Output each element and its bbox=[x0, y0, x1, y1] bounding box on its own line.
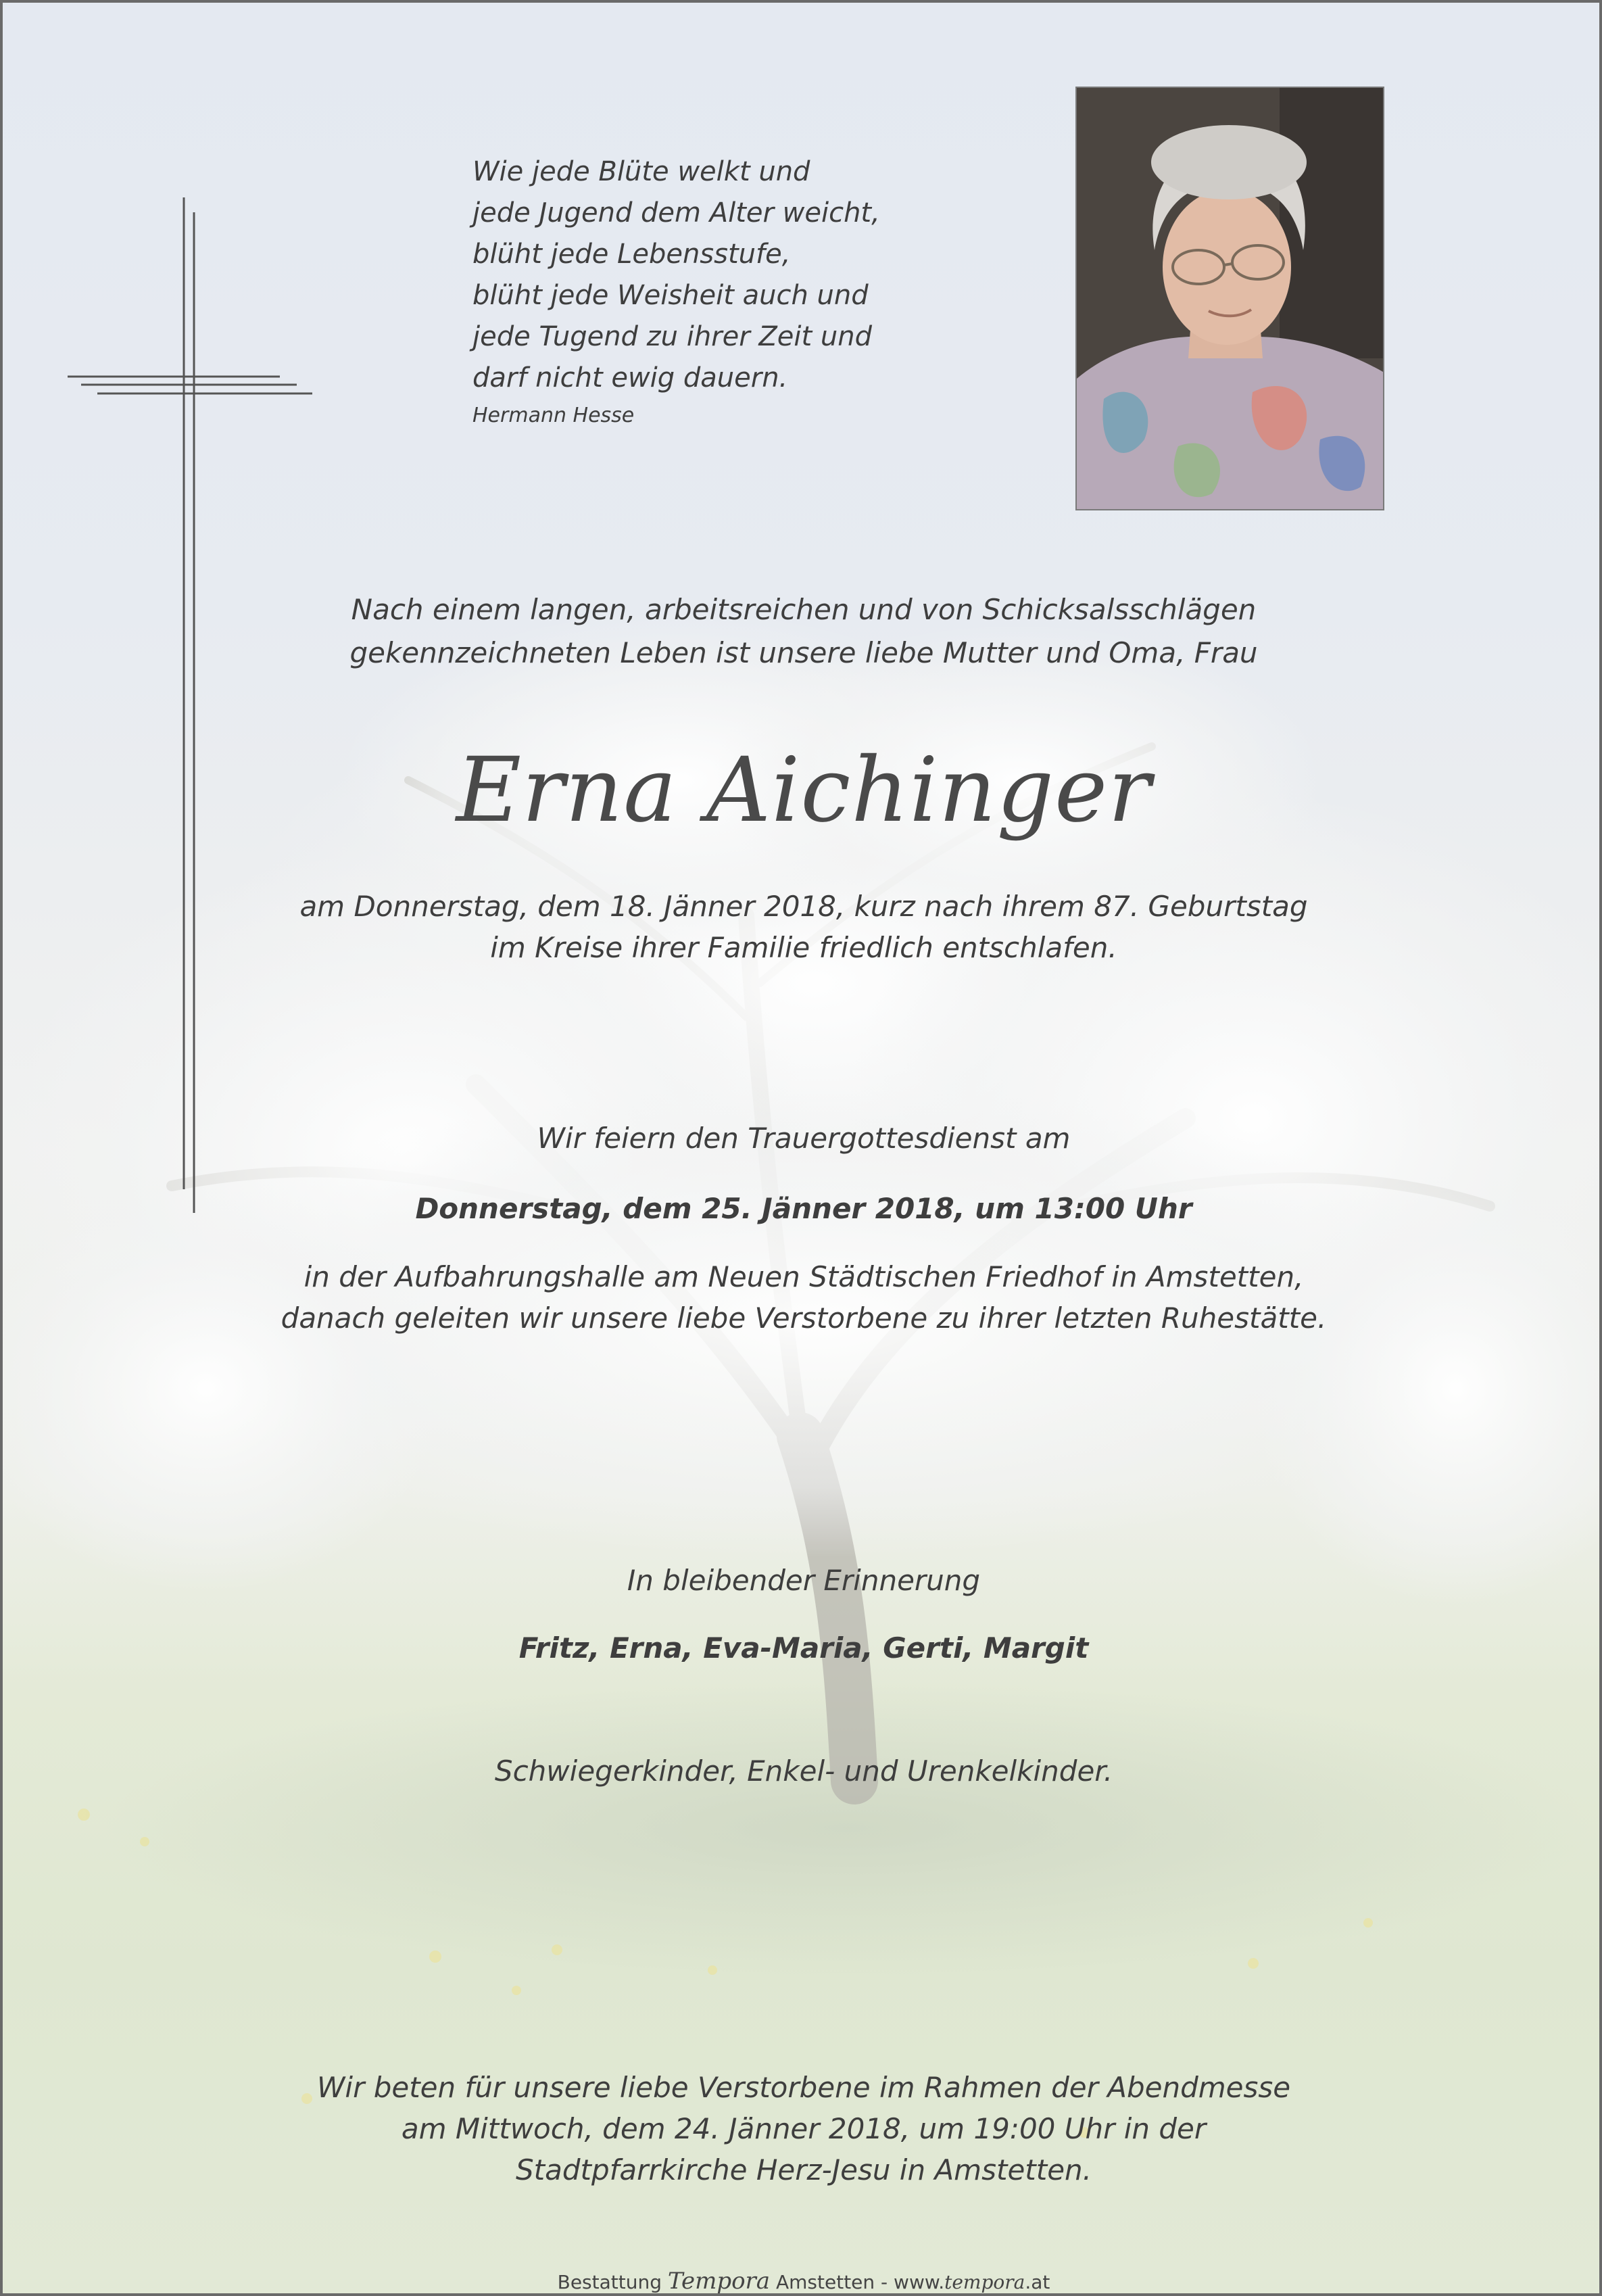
poem-line: blüht jede Lebensstufe, bbox=[472, 239, 791, 270]
evening-mass-line: Stadtpfarrkirche Herz-Jesu in Amstetten. bbox=[515, 2153, 1092, 2186]
service-intro: Wir feiern den Trauergottesdienst am bbox=[537, 1122, 1071, 1155]
evening-mass-line: am Mittwoch, dem 24. Jänner 2018, um 19:00 Uhr in der bbox=[401, 2112, 1207, 2145]
deceased-name: Erna Aichinger bbox=[456, 738, 1152, 842]
poem bbox=[472, 151, 932, 430]
death-notice-line: im Kreise ihrer Familie friedlich entschlafen. bbox=[490, 931, 1117, 964]
poem-line: darf nicht ewig dauern. bbox=[472, 362, 788, 393]
footer-site-brand[interactable]: tempora bbox=[944, 2271, 1025, 2293]
service-date-time: Donnerstag, dem 25. Jänner 2018, um 13:00 Uhr bbox=[415, 1192, 1192, 1225]
footer-prefix: Bestattung bbox=[557, 2271, 662, 2293]
intro-line: Nach einem langen, arbeitsreichen und von Schicksalsschlägen bbox=[351, 593, 1257, 626]
relatives-line: Schwiegerkinder, Enkel- und Urenkelkinder. bbox=[494, 1754, 1113, 1788]
remembrance-intro: In bleibender Erinnerung bbox=[627, 1564, 981, 1597]
poem-line: jede Tugend zu ihrer Zeit und bbox=[472, 321, 873, 352]
poem-line: jede Jugend dem Alter weicht, bbox=[472, 197, 880, 229]
footer-suffix[interactable]: .at bbox=[1025, 2271, 1050, 2293]
death-notice-line: am Donnerstag, dem 18. Jänner 2018, kurz nach ihrem 87. Geburtstag bbox=[299, 890, 1308, 923]
mourner-names: Fritz, Erna, Eva-Maria, Gerti, Margit bbox=[518, 1631, 1089, 1665]
service-location-line: danach geleiten wir unsere liebe Verstorbene zu ihrer letzten Ruhestätte. bbox=[281, 1301, 1327, 1335]
intro-line: gekennzeichneten Leben ist unsere liebe Mutter und Oma, Frau bbox=[349, 636, 1258, 669]
tempora-logo: Tempora bbox=[667, 2268, 771, 2295]
poem-line: Wie jede Blüte welkt und bbox=[472, 156, 810, 187]
footer-middle[interactable]: Amstetten - www. bbox=[776, 2271, 945, 2293]
evening-mass-line: Wir beten für unsere liebe Verstorbene im Rahmen der Abendmesse bbox=[316, 2071, 1291, 2104]
service-location-line: in der Aufbahrungshalle am Neuen Städtischen Friedhof in Amstetten, bbox=[304, 1260, 1304, 1293]
funeral-home-footer bbox=[3, 2268, 1602, 2295]
poem-line: blüht jede Weisheit auch und bbox=[472, 280, 869, 311]
poem-author: Hermann Hesse bbox=[472, 404, 635, 427]
portrait-photo bbox=[1075, 87, 1384, 510]
